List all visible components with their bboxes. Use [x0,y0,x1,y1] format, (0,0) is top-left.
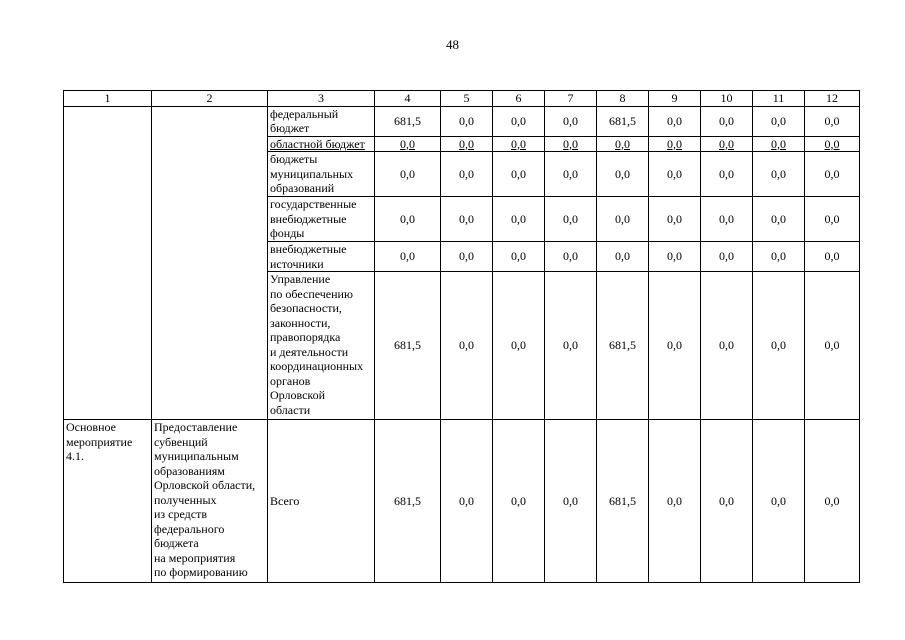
column-header: 9 [649,91,701,107]
value-cell: 0,0 [753,420,805,583]
value-cell: 0,0 [441,272,493,420]
column-header: 8 [597,91,649,107]
column-header: 3 [268,91,375,107]
value-cell: 0,0 [805,136,860,152]
value-cell: 681,5 [597,420,649,583]
value-cell: 0,0 [649,136,701,152]
value-cell: 0,0 [597,242,649,272]
value-cell: 0,0 [701,272,753,420]
value-cell: 0,0 [545,106,597,136]
value-cell: 0,0 [493,420,545,583]
value-cell: 0,0 [441,106,493,136]
value-cell: 0,0 [805,152,860,197]
value-cell: 681,5 [597,106,649,136]
funding-source-cell: областной бюджет [268,136,375,152]
value-cell: 0,0 [649,106,701,136]
value-cell: 0,0 [753,152,805,197]
value-cell: 0,0 [649,152,701,197]
value-cell: 0,0 [805,242,860,272]
column-header: 6 [493,91,545,107]
column-header: 5 [441,91,493,107]
value-cell: 0,0 [701,106,753,136]
column-header: 1 [64,91,152,107]
value-cell: 0,0 [753,197,805,242]
value-cell: 681,5 [597,272,649,420]
funding-source-cell: бюджеты муниципальных образований [268,152,375,197]
value-cell: 0,0 [753,242,805,272]
value-cell: 0,0 [701,152,753,197]
value-cell: 0,0 [545,420,597,583]
funding-source-cell: федеральный бюджет [268,106,375,136]
value-cell: 0,0 [753,106,805,136]
value-cell: 0,0 [649,242,701,272]
value-cell: 0,0 [493,136,545,152]
value-cell: 0,0 [545,197,597,242]
value-cell: 0,0 [701,197,753,242]
header-row [64,91,860,107]
table-row [64,106,860,136]
page-number: 48 [446,37,459,52]
value-cell: 0,0 [649,272,701,420]
value-cell: 0,0 [753,272,805,420]
status-cell-empty [64,106,152,420]
column-header: 12 [805,91,860,107]
value-cell: 0,0 [493,152,545,197]
value-cell: 0,0 [375,242,441,272]
value-cell: 681,5 [375,272,441,420]
table-row [64,420,860,583]
value-cell: 0,0 [441,152,493,197]
column-header: 10 [701,91,753,107]
value-cell: 0,0 [701,242,753,272]
value-cell: 681,5 [375,106,441,136]
value-cell: 0,0 [649,197,701,242]
value-cell: 0,0 [493,106,545,136]
funding-source-cell: внебюджетные источники [268,242,375,272]
value-cell: 0,0 [493,272,545,420]
value-cell: 0,0 [545,136,597,152]
value-cell: 681,5 [375,420,441,583]
budget-table [63,90,860,583]
value-cell: 0,0 [597,152,649,197]
value-cell: 0,0 [597,136,649,152]
value-cell: 0,0 [375,197,441,242]
column-header: 4 [375,91,441,107]
value-cell: 0,0 [493,197,545,242]
activity-status-cell: Основное мероприятие 4.1. [64,420,152,583]
value-cell: 0,0 [441,197,493,242]
value-cell: 0,0 [545,272,597,420]
value-cell: 0,0 [701,420,753,583]
column-header: 7 [545,91,597,107]
value-cell: 0,0 [805,272,860,420]
value-cell: 0,0 [597,197,649,242]
value-cell: 0,0 [441,136,493,152]
value-cell: 0,0 [805,197,860,242]
value-cell: 0,0 [753,136,805,152]
value-cell: 0,0 [545,152,597,197]
value-cell: 0,0 [493,242,545,272]
name-cell-empty [152,106,268,420]
value-cell: 0,0 [805,420,860,583]
funding-source-cell: Управление по обеспечению безопасности, законности, правопорядка и деятельности координационных органов Орловской области [268,272,375,420]
value-cell: 0,0 [701,136,753,152]
value-cell: 0,0 [545,242,597,272]
funding-source-cell: Всего [268,420,375,583]
value-cell: 0,0 [805,106,860,136]
value-cell: 0,0 [441,420,493,583]
funding-source-cell: государственные внебюджетные фонды [268,197,375,242]
value-cell: 0,0 [649,420,701,583]
value-cell: 0,0 [375,152,441,197]
activity-name-cell: Предоставление субвенций муниципальным образованиям Орловской области, полученных из средств федерального бюджета на мероприятия по формированию [152,420,268,583]
column-header: 2 [152,91,268,107]
column-header: 11 [753,91,805,107]
value-cell: 0,0 [375,136,441,152]
value-cell: 0,0 [441,242,493,272]
